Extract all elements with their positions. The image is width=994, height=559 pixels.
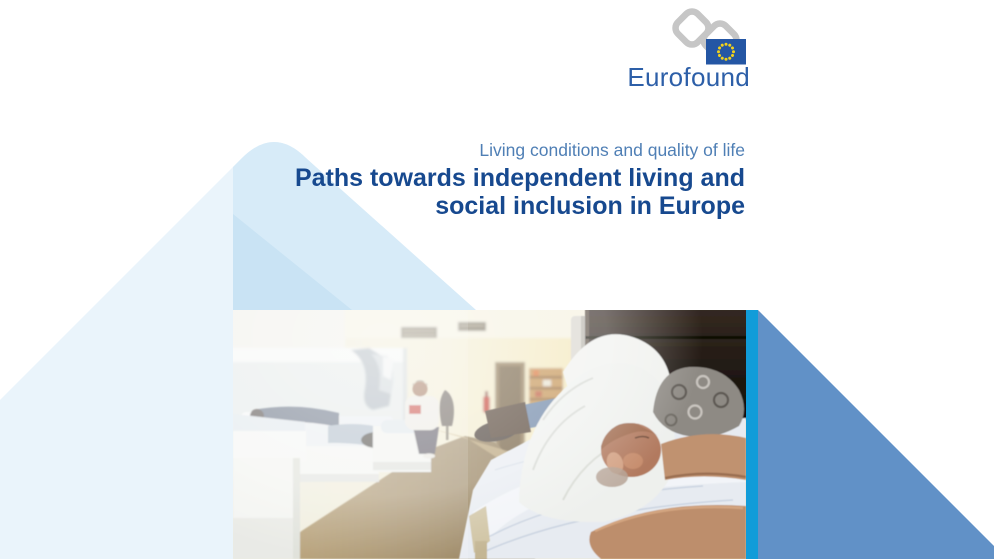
eurofound-logo [622,2,750,90]
headline [295,139,745,220]
cyan-stripe [746,310,758,559]
eu-flag-icon [706,39,746,65]
series-title: Living conditions and quality of life [479,140,745,160]
report-title-line2: social inclusion in Europe [435,192,745,220]
report-title-line1: Paths towards independent living and [294,163,745,192]
eurofound-logo-mark [624,2,750,66]
eurofound-wordmark: Eurofound [627,62,750,92]
cover-photo [233,310,746,559]
left-haze [233,310,468,559]
corner-triangle [758,310,994,559]
report-title [295,164,745,221]
